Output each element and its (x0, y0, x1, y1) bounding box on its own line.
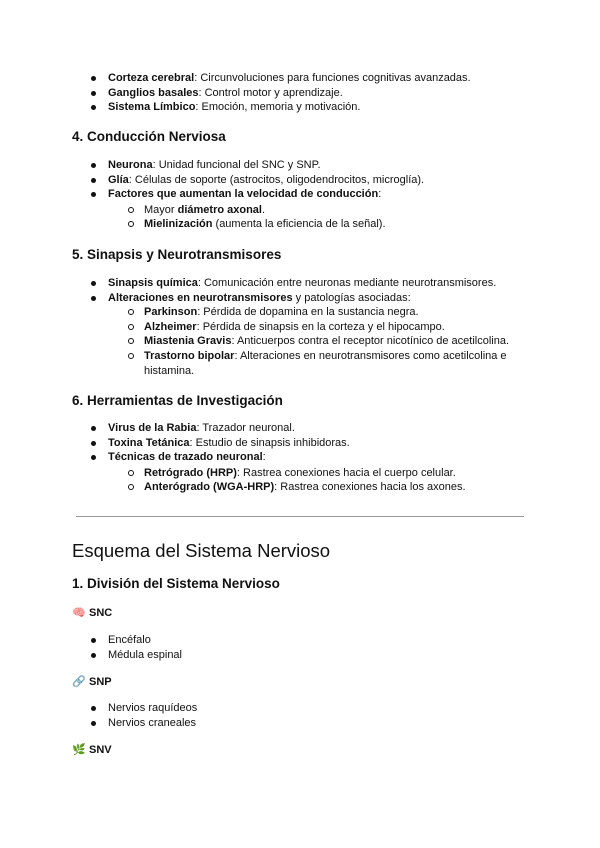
sub-list-item: Miastenia Gravis: Anticuerpos contra el receptor nicotínico de acetilcolina. (144, 335, 510, 347)
list-item: Técnicas de trazado neuronal: (108, 451, 266, 463)
sub-list-item: Alzheimer: Pérdida de sinapsis en la corteza y el hipocampo. (144, 321, 445, 333)
list-item: Virus de la Rabia: Trazador neuronal. (108, 422, 295, 434)
sub-list-item: Anterógrado (WGA-HRP): Rastrea conexiones hacia los axones. (144, 481, 466, 493)
list-item: Médula espinal (108, 649, 182, 661)
list-item: Factores que aumentan la velocidad de conducción: (108, 188, 382, 200)
leaf-icon: 🌿 (72, 744, 86, 756)
horizontal-divider (76, 516, 524, 517)
list-item: Toxina Tetánica: Estudio de sinapsis inhibidoras. (108, 437, 350, 449)
snc-label: 🧠 SNC (72, 607, 113, 619)
sub-list-item: Mielinización (aumenta la eficiencia de la señal). (144, 218, 386, 230)
link-icon: 🔗 (72, 676, 86, 688)
list-item: Alteraciones en neurotransmisores y patologías asociadas: (108, 292, 411, 304)
list-item: Nervios raquídeos (108, 702, 198, 714)
sub-list-item: Retrógrado (HRP): Rastrea conexiones hacia el cuerpo celular. (144, 467, 456, 479)
list-item: Corteza cerebral: Circunvoluciones para funciones cognitivas avanzadas. (108, 72, 471, 84)
list-item: Sinapsis química: Comunicación entre neuronas mediante neurotransmisores. (108, 277, 497, 289)
list-item: Sistema Límbico: Emoción, memoria y motivación. (108, 101, 361, 113)
list-item: Ganglios basales: Control motor y aprendizaje. (108, 87, 343, 99)
list-item: Nervios craneales (108, 717, 197, 729)
sub-list-item: Parkinson: Pérdida de dopamina en la sustancia negra. (144, 306, 419, 318)
section-heading: 1. División del Sistema Nervioso (72, 576, 280, 591)
sub-list-item: Trastorno bipolar: Alteraciones en neurotransmisores como acetilcolina e histamina. (144, 349, 514, 378)
section-heading: 4. Conducción Nerviosa (72, 129, 226, 144)
list-item: Glía: Células de soporte (astrocitos, oligodendrocitos, microglía). (108, 174, 425, 186)
section-heading: 6. Herramientas de Investigación (72, 393, 283, 408)
section-heading: 5. Sinapsis y Neurotransmisores (72, 247, 282, 262)
brain-icon: 🧠 (72, 607, 86, 619)
list-item: Neurona: Unidad funcional del SNC y SNP. (108, 159, 321, 171)
page-title: Esquema del Sistema Nervioso (72, 540, 331, 561)
sub-list-item: Mayor diámetro axonal. (144, 204, 266, 216)
list-item: Encéfalo (108, 634, 151, 646)
snv-label: 🌿 SNV (72, 744, 112, 756)
snp-label: 🔗 SNP (72, 676, 112, 688)
